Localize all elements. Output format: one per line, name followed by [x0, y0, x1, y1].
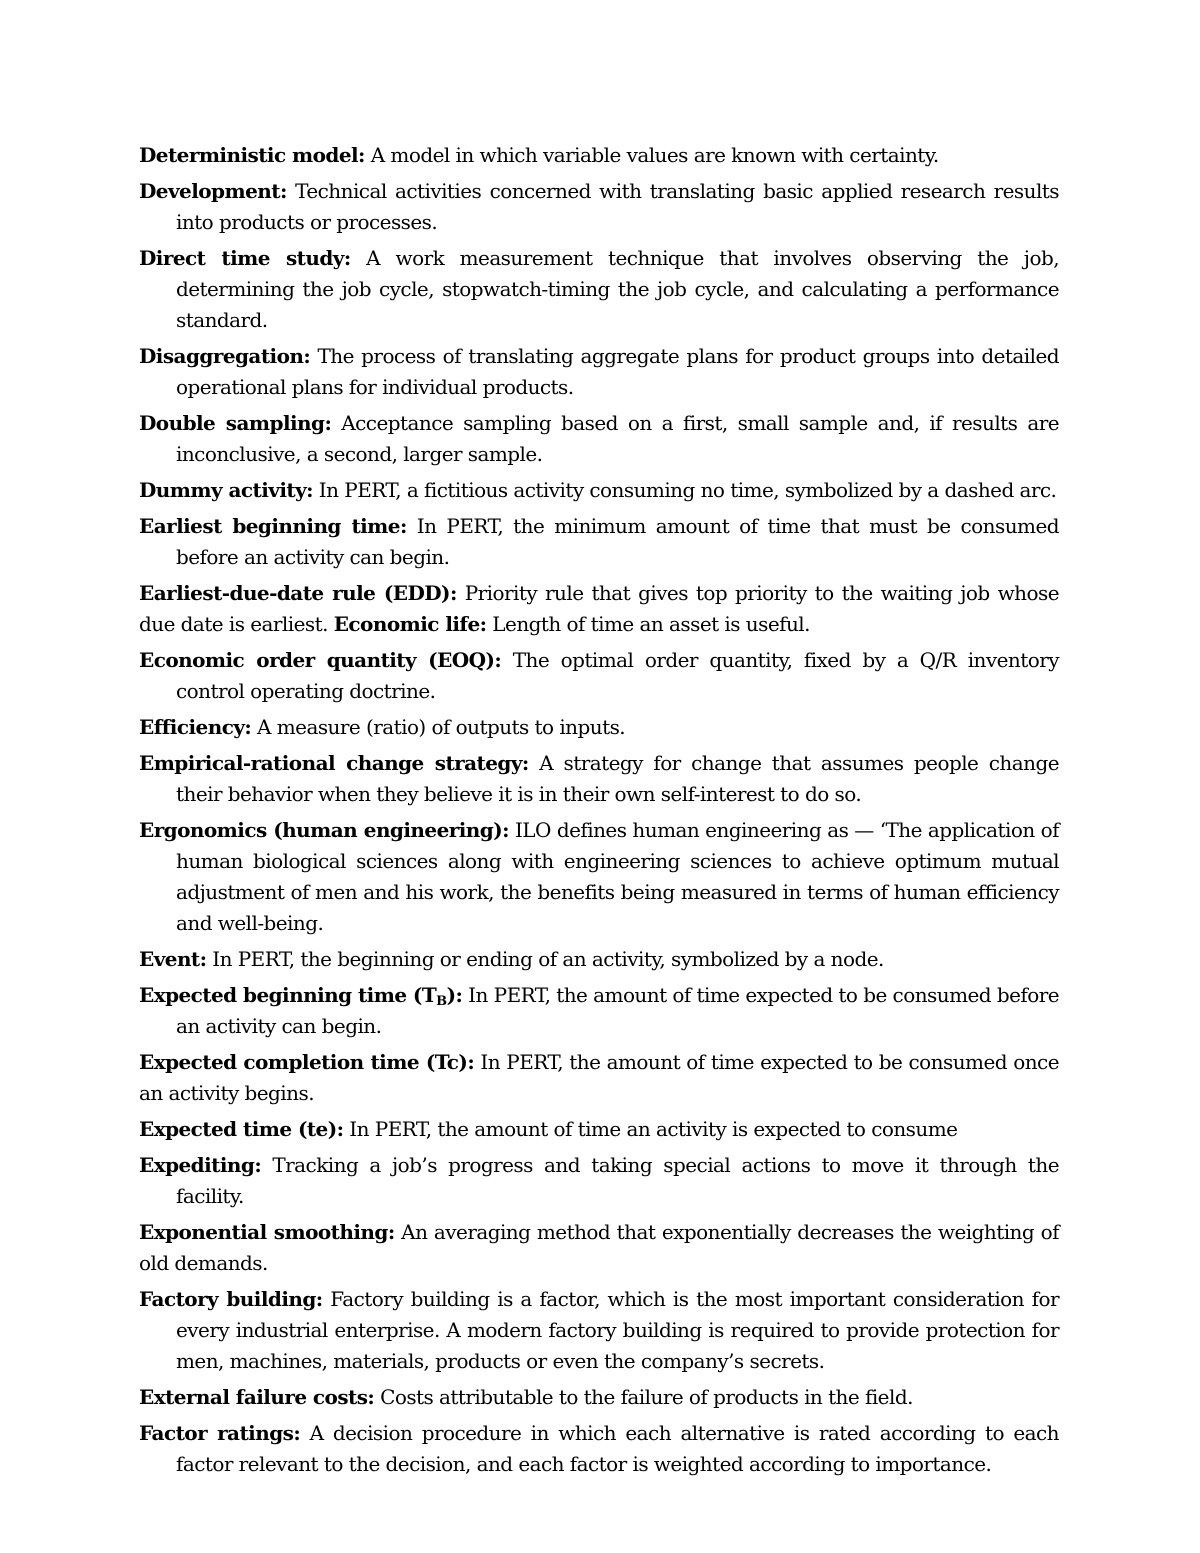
glossary-definition: In PERT, the minimum amount of time that must be consumed before an activity can begin. [176, 514, 1059, 569]
glossary-term: External failure costs: [139, 1385, 375, 1409]
glossary-term: Event: [139, 947, 207, 971]
glossary-definition-economic-life: Length of time an asset is useful. [492, 612, 810, 636]
glossary-definition: In PERT, the amount of time expected to be consumed before an activity can begin. [176, 983, 1060, 1038]
glossary-entry-expediting [139, 1150, 1059, 1212]
glossary-term-subscript: B [436, 994, 447, 1009]
glossary-entry-expected-completion-time [139, 1047, 1059, 1109]
glossary-definition: Tracking a job’s progress and taking special actions to move it through the facility. [176, 1153, 1059, 1208]
glossary-entry-disaggregation [139, 341, 1059, 403]
glossary-term: Ergonomics (human engineering): [139, 818, 509, 842]
glossary-term: Disaggregation: [139, 344, 311, 368]
glossary-definition: Acceptance sampling based on a first, small sample and, if results are inconclusive, a second, larger sample. [176, 411, 1059, 466]
glossary-definition: The process of translating aggregate plans for product groups into detailed operational plans for individual products. [176, 344, 1060, 399]
glossary-definition: A strategy for change that assumes people change their behavior when they believe it is in their own self-interest to do so. [176, 751, 1059, 806]
glossary-definition: In PERT, the beginning or ending of an activity, symbolized by a node. [212, 947, 884, 971]
glossary-definition: An averaging method that exponentially decreases the weighting of old demands. [139, 1220, 1059, 1275]
glossary-definition: A work measurement technique that involves observing the job, determining the job cycle, stopwatch-timing the job cycle, and calculating a performance standard. [176, 246, 1060, 332]
glossary-term: Empirical-rational change strategy: [139, 751, 529, 775]
glossary-term: Dummy activity: [139, 478, 313, 502]
glossary-definition: In PERT, the amount of time an activity is expected to consume [349, 1117, 958, 1141]
glossary-entry-exponential-smoothing [139, 1217, 1059, 1279]
glossary-definition: A decision procedure in which each alternative is rated according to each factor relevant to the decision, and each factor is weighted according to importance. [176, 1421, 1059, 1476]
glossary-definition: ILO defines human engineering as — ‘The application of human biological sciences along with engineering sciences to achieve optimum mutual adjustment of men and his work, the benefits being measured in terms of human efficiency and well-being. [176, 818, 1059, 935]
glossary-definition: A measure (ratio) of outputs to inputs. [257, 715, 626, 739]
glossary-term: Earliest-due-date rule (EDD): [139, 581, 457, 605]
glossary-term: Factory building: [139, 1287, 323, 1311]
glossary-entry-dummy-activity [139, 475, 1059, 506]
glossary-entry-earliest-beginning-time [139, 511, 1059, 573]
glossary-entry-deterministic-model [139, 140, 1059, 171]
glossary-entry-external-failure-costs [139, 1382, 1059, 1413]
glossary-term: Efficiency: [139, 715, 252, 739]
glossary-term: Exponential smoothing: [139, 1220, 395, 1244]
glossary-term: Earliest beginning time: [139, 514, 407, 538]
glossary-term: Deterministic model: [139, 143, 365, 167]
glossary-entry-earliest-due-date-rule [139, 578, 1059, 640]
glossary-definition: Priority rule that gives top priority to the waiting job whose due date is earliest. [139, 581, 1059, 636]
glossary-term-suffix: ): [446, 983, 463, 1007]
glossary-term [139, 983, 462, 1007]
glossary-term: Economic order quantity (EOQ): [139, 648, 502, 672]
glossary-definition: In PERT, the amount of time expected to be consumed once an activity begins. [139, 1050, 1059, 1105]
glossary-term: Expected time (te): [139, 1117, 344, 1141]
glossary-term: Direct time study: [139, 246, 351, 270]
glossary-term: Expediting: [139, 1153, 262, 1177]
glossary-term-economic-life: Economic life: [333, 612, 487, 636]
glossary-page [139, 140, 1059, 1485]
glossary-entry-development [139, 176, 1059, 238]
glossary-term: Factor ratings: [139, 1421, 301, 1445]
glossary-entry-ergonomics [139, 815, 1059, 939]
glossary-term: Development: [139, 179, 287, 203]
glossary-definition: Factory building is a factor, which is the most important consideration for every industrial enterprise. A modern factory building is required to provide protection for men, machines, materials, products or even the company’s secrets. [176, 1287, 1059, 1373]
glossary-definition: In PERT, a fictitious activity consuming no time, symbolized by a dashed arc. [318, 478, 1057, 502]
glossary-term: Double sampling: [139, 411, 332, 435]
glossary-entry-expected-beginning-time [139, 980, 1059, 1042]
glossary-entry-direct-time-study [139, 243, 1059, 336]
glossary-entry-efficiency [139, 712, 1059, 743]
glossary-term-prefix: Expected beginning time (T [139, 983, 437, 1007]
glossary-entry-economic-order-quantity [139, 645, 1059, 707]
glossary-definition: The optimal order quantity, fixed by a Q/R inventory control operating doctrine. [176, 648, 1059, 703]
glossary-term: Expected completion time (Tc): [139, 1050, 475, 1074]
glossary-entry-empirical-rational-change-strategy [139, 748, 1059, 810]
glossary-definition: A model in which variable values are known with certainty. [370, 143, 939, 167]
glossary-entry-event [139, 944, 1059, 975]
glossary-definition: Costs attributable to the failure of products in the field. [380, 1385, 913, 1409]
glossary-entry-factory-building [139, 1284, 1059, 1377]
glossary-entry-expected-time [139, 1114, 1059, 1145]
glossary-definition: Technical activities concerned with translating basic applied research results into products or processes. [176, 179, 1059, 234]
glossary-entry-factor-ratings [139, 1418, 1059, 1480]
glossary-entry-double-sampling [139, 408, 1059, 470]
